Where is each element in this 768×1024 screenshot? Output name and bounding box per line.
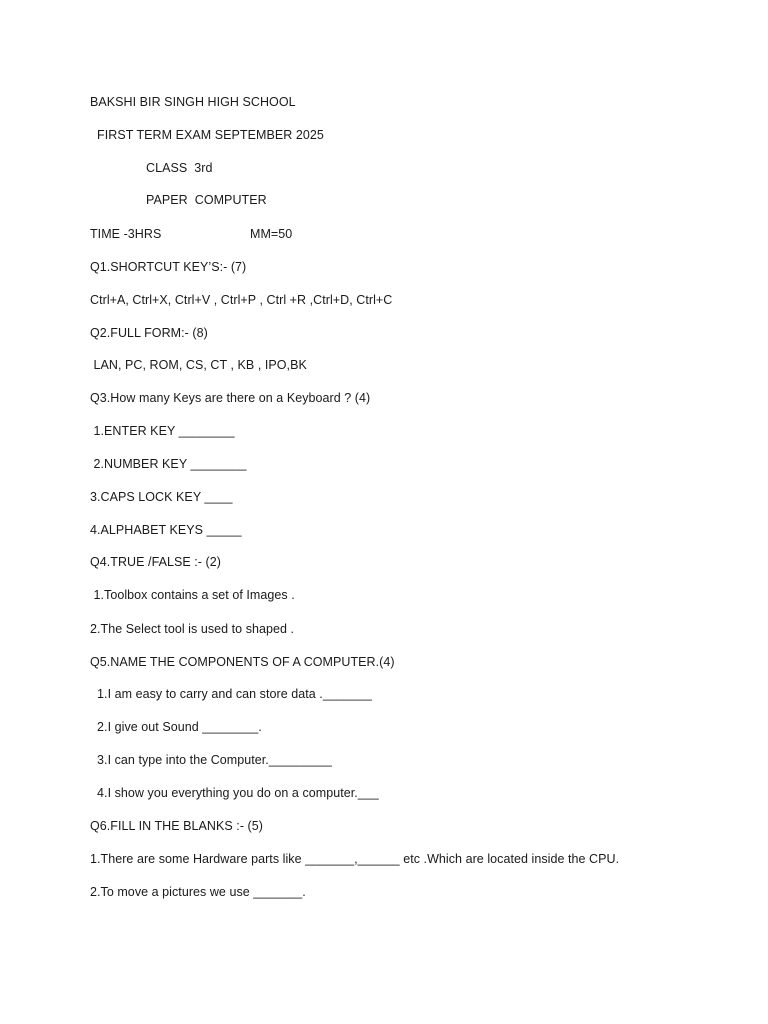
class-label: CLASS 3rd [146,161,213,175]
q5-item: 3.I can type into the Computer._________ [90,753,332,767]
q4-title: Q4.TRUE /FALSE :- (2) [90,555,221,569]
school-name: BAKSHI BIR SINGH HIGH SCHOOL [90,95,296,109]
q5-item: 4.I show you everything you do on a computer.___ [90,786,379,800]
q2-body: LAN, PC, ROM, CS, CT , KB , IPO,BK [90,358,307,372]
q3-item: 4.ALPHABET KEYS _____ [90,523,242,537]
q2-title: Q2.FULL FORM:- (8) [90,326,208,340]
q6-item: 2.To move a pictures we use _______. [90,885,306,899]
q3-item: 3.CAPS LOCK KEY ____ [90,490,233,504]
exam-title: FIRST TERM EXAM SEPTEMBER 2025 [90,128,324,142]
q3-item: 2.NUMBER KEY ________ [90,457,247,471]
q5-item: 2.I give out Sound ________. [90,720,262,734]
paper-label: PAPER COMPUTER [146,193,267,207]
q1-body: Ctrl+A, Ctrl+X, Ctrl+V , Ctrl+P , Ctrl +R ,Ctrl+D, Ctrl+C [90,293,393,307]
q4-item: 2.The Select tool is used to shaped . [90,622,295,636]
max-marks-label: MM=50 [250,227,293,241]
q3-item: 1.ENTER KEY ________ [90,424,235,438]
q4-item: 1.Toolbox contains a set of Images . [90,588,295,602]
q5-item: 1.I am easy to carry and can store data ._______ [90,687,372,701]
q5-title: Q5.NAME THE COMPONENTS OF A COMPUTER.(4) [90,655,395,669]
q6-title: Q6.FILL IN THE BLANKS :- (5) [90,819,263,833]
q6-item: 1.There are some Hardware parts like _______,______ etc .Which are located inside the CPU. [90,852,620,866]
q3-title: Q3.How many Keys are there on a Keyboard ? (4) [90,391,371,405]
q1-title: Q1.SHORTCUT KEY’S:- (7) [90,260,247,274]
time-label: TIME -3HRS [90,227,162,241]
